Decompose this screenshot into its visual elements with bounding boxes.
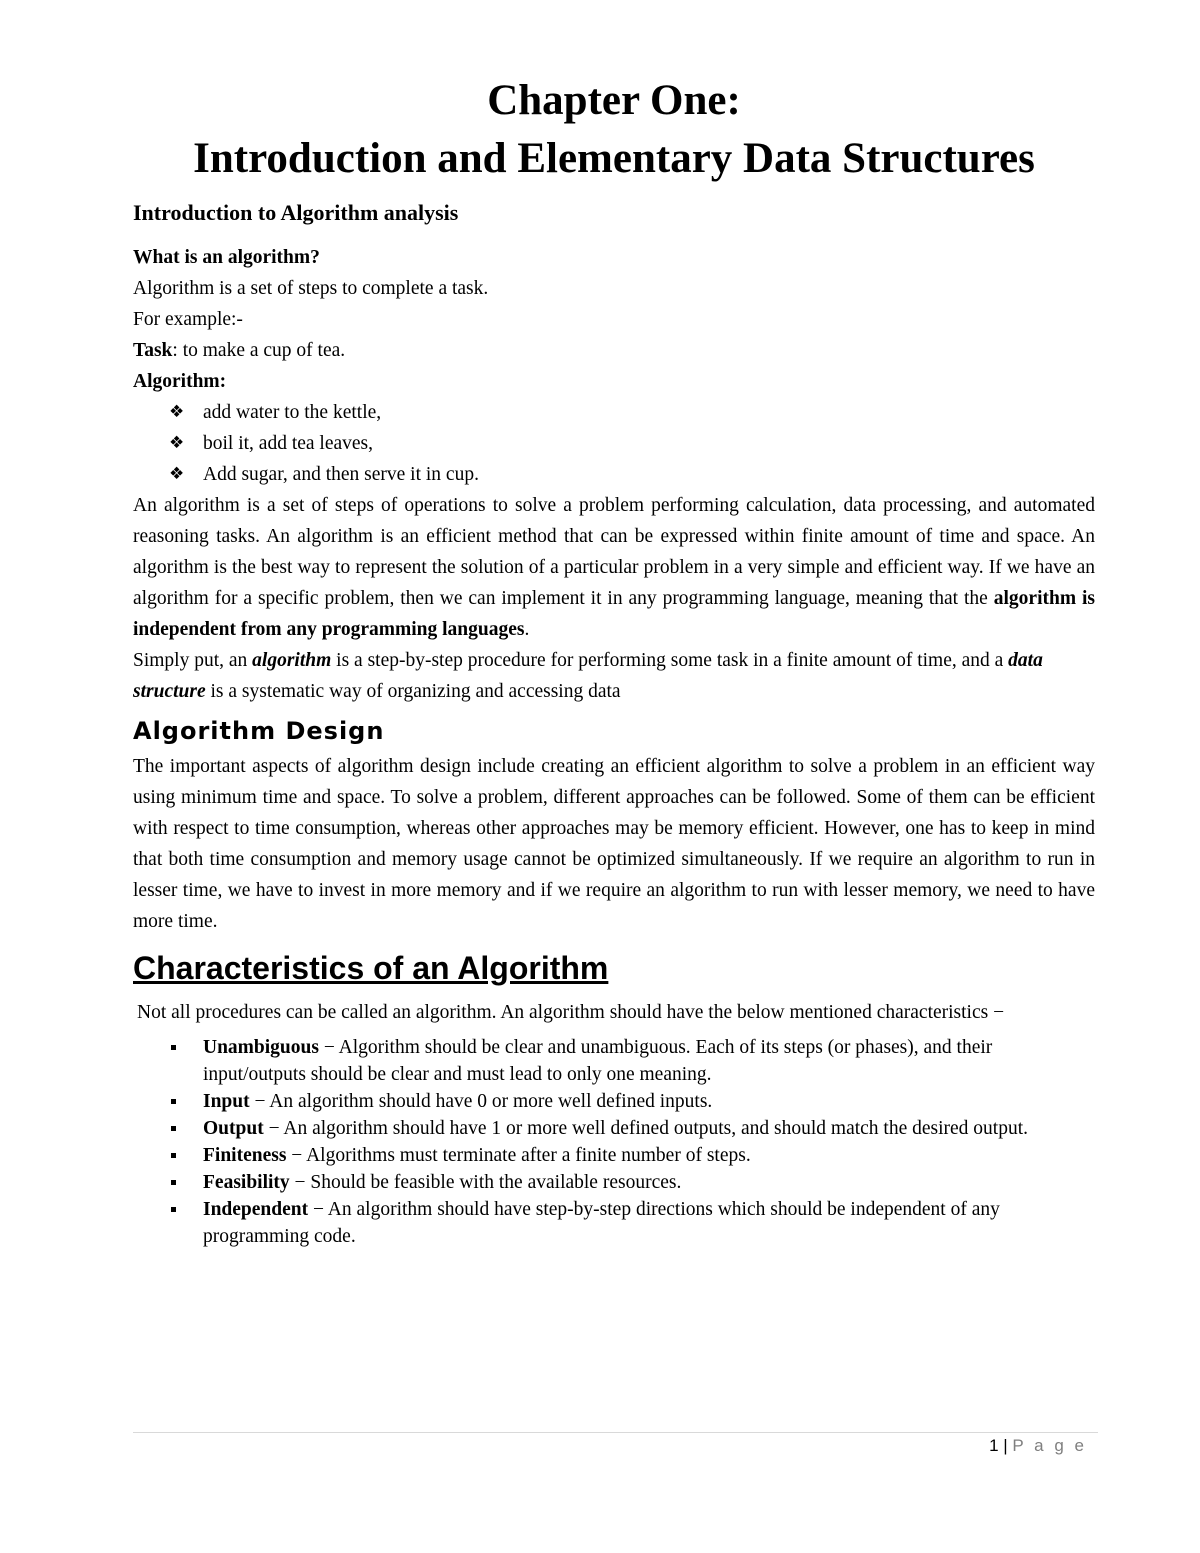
diamond-bullet-icon: ❖ xyxy=(169,402,185,422)
chapter-title-line1: Chapter One: xyxy=(487,77,741,124)
list-item: ❖ add water to the kettle, xyxy=(169,397,1095,428)
for-example-label: For example:- xyxy=(133,309,243,330)
list-item: Independent − An algorithm should have step-by-step directions which should be independent of any programming code. xyxy=(171,1196,1095,1250)
characteristics-intro: Not all procedures can be called an algorithm. An algorithm should have the below mentioned characteristics − xyxy=(137,1002,1005,1023)
square-bullet-icon xyxy=(171,1153,176,1158)
page-number: 1 xyxy=(989,1436,999,1455)
list-item: Feasibility − Should be feasible with the available resources. xyxy=(171,1169,1095,1196)
algorithm-term: algorithm xyxy=(252,650,332,671)
algorithm-definition: Algorithm is a set of steps to complete a task. xyxy=(133,278,489,299)
task-label: Task xyxy=(133,340,173,361)
document-page xyxy=(133,72,1095,1250)
footer-divider xyxy=(133,1432,1098,1433)
chapter-title xyxy=(133,72,1095,188)
task-text: : to make a cup of tea. xyxy=(172,340,346,361)
independent-emphasis: algorithm is independent from any programming languages xyxy=(133,588,1095,640)
diamond-bullet-icon: ❖ xyxy=(169,433,185,453)
list-item: ❖ boil it, add tea leaves, xyxy=(169,428,1095,459)
list-item: Unambiguous − Algorithm should be clear and unambiguous. Each of its steps (or phases), and their input/outputs should be clear and must lead to only one meaning. xyxy=(171,1034,1095,1088)
list-item: Finiteness − Algorithms must terminate after a finite number of steps. xyxy=(171,1142,1095,1169)
task-line xyxy=(133,335,1095,366)
square-bullet-icon xyxy=(171,1207,176,1212)
algorithm-design-heading: Algorithm Design xyxy=(133,717,385,745)
characteristics-heading: Characteristics of an Algorithm xyxy=(133,950,609,986)
algorithm-design-paragraph: The important aspects of algorithm design include creating an efficient algorithm to solve a problem in an efficient way using minimum time and space. To solve a problem, different approaches can be followed. Some of them can be efficient with respect to time consumption, whereas other approaches may be memory efficient. However, one has to keep in mind that both time consumption and memory usage cannot be optimized simultaneously. If we require an algorithm to run in lesser time, we have to invest in more memory and if we require an algorithm to run with lesser memory, we need to have more time. xyxy=(133,756,1095,932)
list-item: Input − An algorithm should have 0 or more well defined inputs. xyxy=(171,1088,1095,1115)
page-footer: 1 | P a g e xyxy=(989,1436,1087,1455)
intro-heading: Introduction to Algorithm analysis xyxy=(133,200,459,225)
square-bullet-icon xyxy=(171,1126,176,1131)
algorithm-paragraph: An algorithm is a set of steps of operations to solve a problem performing calculation, data processing, and automated reasoning tasks. An algorithm is an efficient method that can be expressed within finite amount of time and space. An algorithm is the best way to represent the solution of a particular problem in a very simple and efficient way. If we have an algorithm for a specific problem, then we can implement it in any programming language, meaning that the algorithm is independent from any programming languages. xyxy=(133,495,1095,640)
diamond-bullet-icon: ❖ xyxy=(169,464,185,484)
square-bullet-icon xyxy=(171,1045,176,1050)
what-is-question: What is an algorithm? xyxy=(133,247,320,268)
characteristics-list xyxy=(133,1034,1095,1250)
page-label: P a g e xyxy=(1012,1436,1087,1455)
square-bullet-icon xyxy=(171,1180,176,1185)
square-bullet-icon xyxy=(171,1099,176,1104)
simply-put-paragraph: Simply put, an algorithm is a step-by-step procedure for performing some task in a finite amount of time, and a data structure is a systematic way of organizing and accessing data xyxy=(133,650,1043,702)
chapter-title-line2: Introduction and Elementary Data Structures xyxy=(193,135,1035,182)
tea-steps-list xyxy=(133,397,1095,490)
list-item: Output − An algorithm should have 1 or more well defined outputs, and should match the desired output. xyxy=(171,1115,1095,1142)
data-structure-term: data structure xyxy=(133,650,1043,702)
algorithm-label: Algorithm: xyxy=(133,371,227,392)
list-item: ❖ Add sugar, and then serve it in cup. xyxy=(169,459,1095,490)
